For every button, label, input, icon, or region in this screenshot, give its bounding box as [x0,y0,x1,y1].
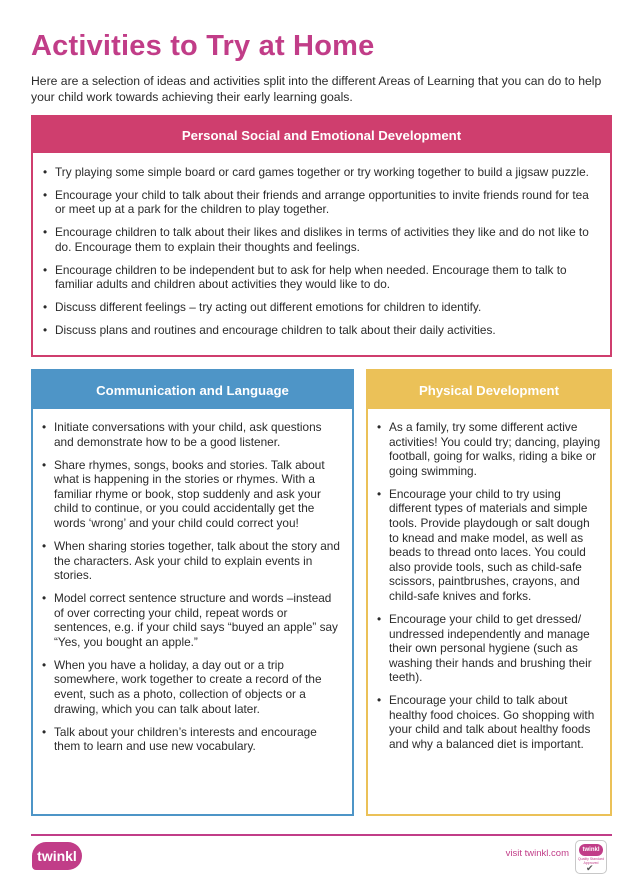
list-item [377,487,602,604]
bullet-icon: • [43,165,48,179]
list-item-text: Discuss different feelings – try acting out different emotions for children to identify. [55,299,482,314]
bullet-icon: • [377,611,382,626]
list-item [42,591,342,649]
psed-section [31,115,612,357]
list-item-text: When sharing stories together, talk about the story and the characters. Ask your child to explain events in stories. [54,538,340,583]
list-item-text: Share rhymes, songs, books and stories. Talk about what is happening in the stories or rhymes. With a familiar rhyme or book, stop suddenly and ask your child to continue, or you could accidentally get the words ‘wrong’ and your child could correct you! [54,457,325,530]
list-item-text: Initiate conversations with your child, ask questions and demonstrate how to be a good listener. [54,420,322,449]
bullet-icon: • [43,262,48,277]
pd-heading: Physical Development [368,371,610,409]
list-item-text: As a family, try some different active activities! You could try; dancing, playing football, going for walks, riding a bike or going swimming. [389,420,601,478]
quality-badge-icon [575,840,607,874]
badge-text: Quality Standard Approved [577,857,605,865]
page-title: Activities to Try at Home [31,30,375,62]
list-item [377,693,602,751]
bullet-icon: • [43,225,48,240]
check-icon: ✔ [586,863,594,873]
bullet-icon: • [42,457,47,472]
list-item [42,539,342,583]
list-item [43,323,596,338]
list-item [43,300,596,315]
list-item [377,612,602,685]
list-item [42,725,342,754]
bullet-icon: • [43,187,48,202]
footer-divider [31,834,612,836]
list-item-text: Discuss plans and routines and encourage children to talk about their daily activities. [55,322,496,337]
bullet-icon: • [43,299,48,314]
cl-list [33,409,352,754]
physical-development-section [366,369,612,816]
list-item-text: Encourage your child to try using different types of materials and simple tools. Provide playdough or salt dough to knead and make model, as well as beads to thread onto laces. You could also provide tools, such as child-safe scissors, paintbrushes, crayons, and child-safe knives and forks. [389,486,590,603]
list-item-text: Encourage your child to talk about their friends and arrange opportunities to invite friends round for tea or meet up at a park for the children to play together. [55,187,589,217]
bullet-icon: • [377,693,382,708]
bullet-icon: • [42,420,47,434]
list-item [42,658,342,716]
badge-logo: twinkl [579,844,603,856]
bullet-icon: • [377,420,382,434]
list-item-text: Model correct sentence structure and words –instead of over correcting your child, repeat words or sentences, e.g. if your child says “buyed an apple” say “Yes, you bought an apple.” [54,591,338,649]
list-item [43,225,596,254]
list-item [42,458,342,531]
bullet-icon: • [42,538,47,553]
bullet-icon: • [43,322,48,337]
list-item-text: Encourage your child to talk about healthy food choices. Go shopping with your child and talk about healthy foods and why a balanced diet is important. [389,693,595,752]
list-item-text: Encourage children to talk about their likes and dislikes in terms of activities they like and do not like to do. Encourage them to explain their thoughts and feelings. [55,225,589,254]
list-item-text: Talk about your children’s interests and encourage them to learn and use new vocabulary. [54,724,317,754]
intro-text: Here are a selection of ideas and activities split into the different Areas of Learning that you can do to help your child work towards achieving their early learning goals. [31,74,602,104]
bullet-icon: • [42,724,47,739]
list-item [43,165,596,180]
bullet-icon: • [42,657,47,672]
psed-heading: Personal Social and Emotional Development [33,117,610,153]
psed-list [33,153,610,337]
list-item-text: Try playing some simple board or card games together or try working together to build a jigsaw puzzle. [55,165,589,179]
list-item [377,420,602,478]
footer-link[interactable]: visit twinkl.com [505,848,569,859]
list-item [43,263,596,292]
list-item-text: When you have a holiday, a day out or a trip somewhere, work together to create a record of the event, such as a photo, collection of objects or a drawing, which you can talk about later. [54,657,322,716]
twinkl-logo[interactable]: twinkl [32,842,82,870]
list-item [43,188,596,217]
list-item [42,420,342,449]
bullet-icon: • [377,486,382,501]
cl-heading: Communication and Language [33,371,352,409]
communication-language-section [31,369,354,816]
list-item-text: Encourage your child to get dressed/ undressed independently and manage their own personal hygiene (such as washing their hands and brushing their teeth). [389,611,592,685]
list-item-text: Encourage children to be independent but to ask for help when needed. Encourage them to talk to familiar adults and children about activities they would like to do. [55,262,567,292]
bullet-icon: • [42,591,47,606]
pd-list [368,409,610,752]
